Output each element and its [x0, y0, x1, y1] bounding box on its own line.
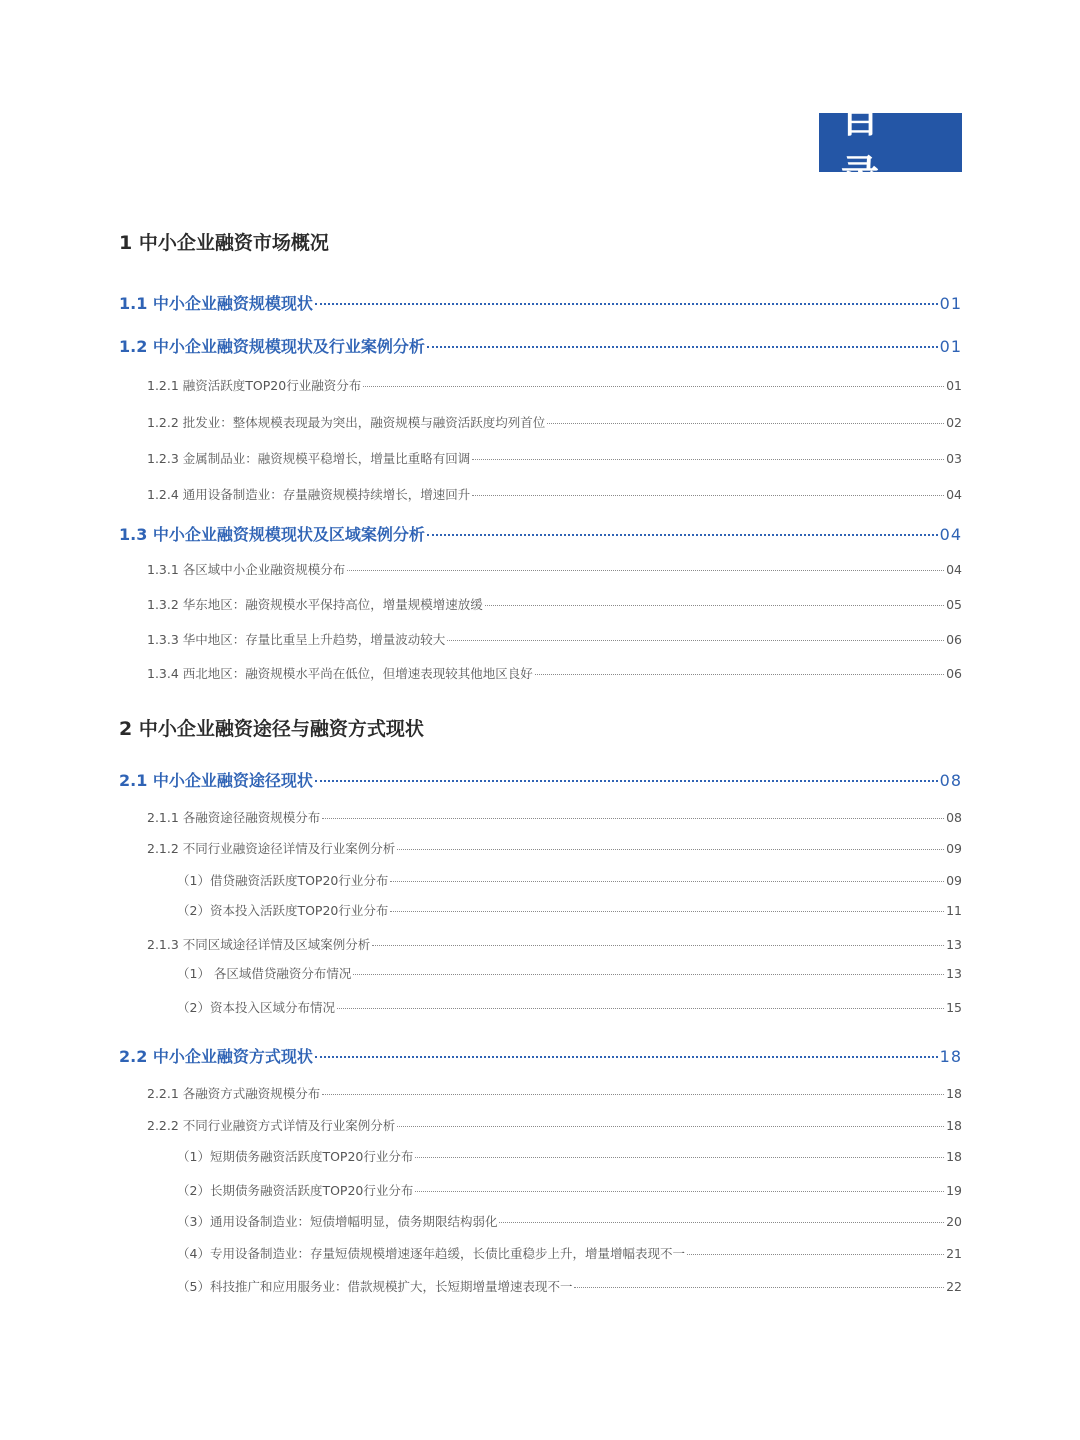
toc-page-number: 06	[946, 632, 962, 647]
toc-entry-label: 2.1 中小企业融资途径现状	[119, 771, 313, 790]
toc-entry-2-2-2-e[interactable]	[177, 1277, 962, 1295]
toc-entry-1-2-4[interactable]	[147, 485, 962, 503]
toc-entry-2-1-3-b[interactable]	[177, 998, 962, 1016]
dot-leader	[427, 534, 938, 536]
dot-leader	[415, 1157, 944, 1158]
toc-entry-2-1-2[interactable]	[147, 839, 962, 857]
toc-entry-label: 1.2.4 通用设备制造业：存量融资规模持续增长，增速回升	[147, 487, 471, 502]
dot-leader	[322, 1094, 944, 1095]
dot-leader	[447, 640, 944, 641]
toc-entry-1-1[interactable]	[119, 291, 962, 314]
toc-entry-2-1-3-a[interactable]	[177, 964, 962, 982]
dot-leader	[574, 1287, 944, 1288]
toc-entry-label: （5）科技推广和应用服务业：借款规模扩大，长短期增量增速表现不一	[177, 1279, 573, 1294]
toc-page-number: 08	[946, 810, 962, 825]
dot-leader	[397, 1126, 944, 1127]
toc-entry-1-3-2[interactable]	[147, 595, 962, 613]
dot-leader	[363, 386, 944, 387]
dot-leader	[535, 674, 944, 675]
toc-page-number: 04	[946, 562, 962, 577]
dot-leader	[547, 423, 944, 424]
toc-page-number: 01	[946, 378, 962, 393]
toc-page-number: 20	[946, 1214, 962, 1229]
toc-entry-1-2[interactable]	[119, 334, 962, 357]
dot-leader	[485, 605, 944, 606]
toc-entry-2-2[interactable]	[119, 1044, 962, 1067]
dot-leader	[322, 818, 944, 819]
toc-entry-label: 1.3.2 华东地区：融资规模水平保持高位，增量规模增速放缓	[147, 597, 483, 612]
toc-entry-1-3-4[interactable]	[147, 664, 962, 682]
toc-entry-label: 2.1.2 不同行业融资途径详情及行业案例分析	[147, 841, 396, 856]
dot-leader	[499, 1222, 944, 1223]
dot-leader	[353, 974, 944, 975]
toc-entry-2-2-2-c[interactable]	[177, 1212, 962, 1230]
toc-entry-label: 1.3.3 华中地区：存量比重呈上升趋势，增量波动较大	[147, 632, 446, 647]
toc-page-number: 18	[939, 1047, 962, 1066]
toc-entry-label: （2）资本投入活跃度TOP20行业分布	[177, 903, 389, 918]
toc-entry-label: 1.3.1 各区域中小企业融资规模分布	[147, 562, 346, 577]
toc-page-number: 01	[939, 337, 962, 356]
toc-page-number: 11	[946, 903, 962, 918]
toc-page-number: 05	[946, 597, 962, 612]
toc-entry-label: 1.2.1 融资活跃度TOP20行业融资分布	[147, 378, 362, 393]
toc-entry-2-2-1[interactable]	[147, 1084, 962, 1102]
toc-page-number: 09	[946, 841, 962, 856]
dot-leader	[390, 911, 944, 912]
toc-entry-1-3[interactable]	[119, 522, 962, 545]
dot-leader	[315, 1056, 938, 1058]
toc-page-number: 01	[939, 294, 962, 313]
toc-page-number: 02	[946, 415, 962, 430]
page-title: 目 录	[819, 113, 962, 172]
toc-entry-2-1-2-a[interactable]	[177, 871, 962, 889]
toc-page-number: 04	[939, 525, 962, 544]
toc-entry-2-1-2-b[interactable]	[177, 901, 962, 919]
dot-leader	[472, 495, 944, 496]
toc-page-number: 21	[946, 1246, 962, 1261]
toc-entry-2-1-3[interactable]	[147, 935, 962, 953]
toc-page-number: 06	[946, 666, 962, 681]
toc-entry-1-2-3[interactable]	[147, 449, 962, 467]
toc-entry-label: 2.2.2 不同行业融资方式详情及行业案例分析	[147, 1118, 396, 1133]
chapter-heading-1: 1 中小企业融资市场概况	[119, 232, 329, 254]
toc-page-number: 22	[946, 1279, 962, 1294]
toc-entry-label: （1）借贷融资活跃度TOP20行业分布	[177, 873, 389, 888]
dot-leader	[372, 945, 944, 946]
chapter-heading-2: 2 中小企业融资途径与融资方式现状	[119, 718, 424, 740]
dot-leader	[427, 346, 938, 348]
dot-leader	[315, 780, 938, 782]
toc-entry-1-2-1[interactable]	[147, 376, 962, 394]
toc-page-number: 18	[946, 1118, 962, 1133]
toc-entry-label: 2.1.1 各融资途径融资规模分布	[147, 810, 321, 825]
dot-leader	[315, 303, 938, 305]
toc-page-number: 18	[946, 1086, 962, 1101]
toc-entry-label: 1.1 中小企业融资规模现状	[119, 294, 313, 313]
toc-entry-label: 1.2 中小企业融资规模现状及行业案例分析	[119, 337, 425, 356]
toc-entry-label: （1） 各区域借贷融资分布情况	[177, 966, 352, 981]
toc-entry-1-3-1[interactable]	[147, 560, 962, 578]
toc-page-number: 18	[946, 1149, 962, 1164]
toc-entry-2-1-1[interactable]	[147, 808, 962, 826]
toc-entry-2-2-2-d[interactable]	[177, 1244, 962, 1262]
toc-entry-label: 1.2.2 批发业：整体规模表现最为突出，融资规模与融资活跃度均列首位	[147, 415, 546, 430]
dot-leader	[472, 459, 944, 460]
toc-entry-2-2-2-a[interactable]	[177, 1147, 962, 1165]
toc-entry-label: （4）专用设备制造业：存量短债规模增速逐年趋缓，长债比重稳步上升，增量增幅表现不一	[177, 1246, 685, 1261]
toc-entry-label: 2.1.3 不同区域途径详情及区域案例分析	[147, 937, 371, 952]
toc-page-number: 19	[946, 1183, 962, 1198]
toc-page-number: 13	[946, 937, 962, 952]
toc-entry-label: 2.2.1 各融资方式融资规模分布	[147, 1086, 321, 1101]
toc-page-number: 04	[946, 487, 962, 502]
toc-entry-label: （2）长期债务融资活跃度TOP20行业分布	[177, 1183, 414, 1198]
toc-entry-label: （2）资本投入区域分布情况	[177, 1000, 335, 1015]
toc-entry-label: 1.3 中小企业融资规模现状及区域案例分析	[119, 525, 425, 544]
dot-leader	[337, 1008, 944, 1009]
toc-entry-2-1[interactable]	[119, 768, 962, 791]
dot-leader	[347, 570, 944, 571]
toc-entry-label: （1）短期债务融资活跃度TOP20行业分布	[177, 1149, 414, 1164]
toc-entry-1-2-2[interactable]	[147, 413, 962, 431]
toc-page-number: 09	[946, 873, 962, 888]
toc-page-number: 08	[939, 771, 962, 790]
toc-entry-label: （3）通用设备制造业：短债增幅明显，债务期限结构弱化	[177, 1214, 498, 1229]
toc-entry-label: 1.3.4 西北地区：融资规模水平尚在低位，但增速表现较其他地区良好	[147, 666, 533, 681]
toc-entry-label: 1.2.3 金属制品业：融资规模平稳增长，增量比重略有回调	[147, 451, 471, 466]
toc-page-number: 03	[946, 451, 962, 466]
toc-page-number: 15	[946, 1000, 962, 1015]
toc-entry-2-2-2-b[interactable]	[177, 1181, 962, 1199]
toc-page-number: 13	[946, 966, 962, 981]
dot-leader	[415, 1191, 944, 1192]
toc-entry-1-3-3[interactable]	[147, 630, 962, 648]
toc-entry-2-2-2[interactable]	[147, 1116, 962, 1134]
dot-leader	[397, 849, 944, 850]
toc-entry-label: 2.2 中小企业融资方式现状	[119, 1047, 313, 1066]
dot-leader	[390, 881, 944, 882]
dot-leader	[687, 1254, 944, 1255]
